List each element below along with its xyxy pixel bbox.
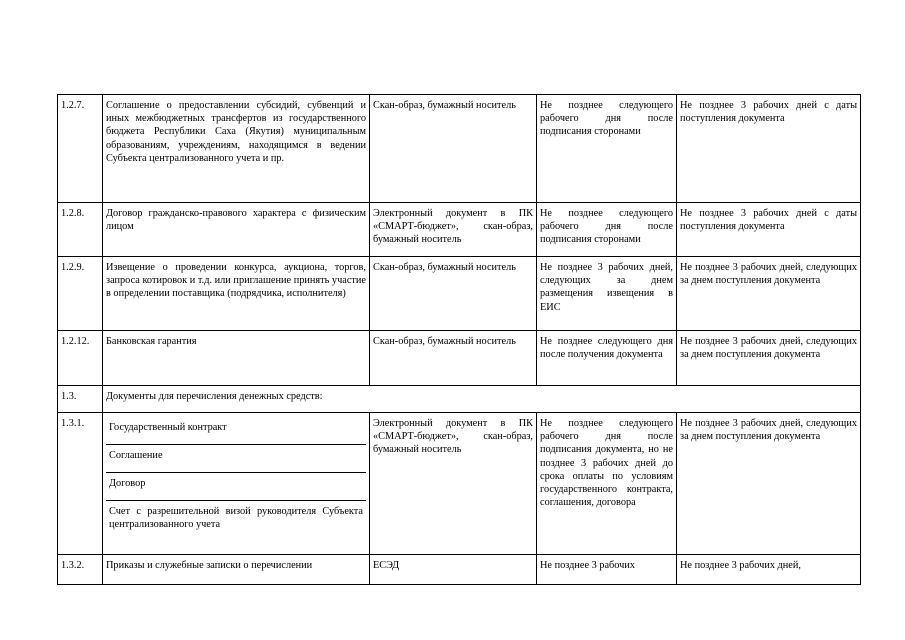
document-form: Электронный документ в ПК «СМАРТ-бюджет», скан-образ, бумажный носитель (370, 413, 537, 555)
submission-term: Не позднее следующего дня после получения документа (537, 331, 677, 386)
processing-term: Не позднее 3 рабочих дней, (677, 555, 861, 585)
row-number: 1.3.1. (58, 413, 103, 555)
row-number: 1.2.12. (58, 331, 103, 386)
row-number: 1.2.9. (58, 257, 103, 331)
row-number: 1.2.8. (58, 203, 103, 257)
document-form: Электронный документ в ПК «СМАРТ-бюджет», скан-образ, бумажный носитель (370, 203, 537, 257)
submission-term: Не позднее следующего рабочего дня после подписания сторонами (537, 95, 677, 203)
list-item: Договор (106, 473, 366, 501)
section-row (58, 386, 861, 413)
document-name: Договор гражданско-правового характера с физическим лицом (103, 203, 370, 257)
processing-term: Не позднее 3 рабочих дней с даты поступления документа (677, 95, 861, 203)
row-number: 1.3.2. (58, 555, 103, 585)
document-name: Соглашение о предоставлении субсидий, субвенций и иных межбюджетных трансфертов из государственного бюджета Республики Саха (Якутия) муниципальным образованиям, учреждениям, находящимся в ведении Субъекта централизованного учета и пр. (103, 95, 370, 203)
table-row (58, 95, 861, 203)
list-item: Счет с разрешительной визой руководителя Субъекта централизованного учета (109, 506, 363, 531)
submission-term: Не позднее следующего рабочего дня после подписания документа, но не позднее 3 рабочих дней до срока оплаты по условиям государственного контракта, соглашения, договора (537, 413, 677, 555)
row-number: 1.2.7. (58, 95, 103, 203)
document-form: Скан-образ, бумажный носитель (370, 331, 537, 386)
submission-term: Не позднее 3 рабочих дней, следующих за днем размещения извещения в ЕИС (537, 257, 677, 331)
documents-table (57, 94, 861, 585)
processing-term: Не позднее 3 рабочих дней с даты поступления документа (677, 203, 861, 257)
table-row (58, 203, 861, 257)
submission-term: Не позднее 3 рабочих (537, 555, 677, 585)
table-row (58, 413, 861, 555)
document-form: Скан-образ, бумажный носитель (370, 95, 537, 203)
document-form: Скан-образ, бумажный носитель (370, 257, 537, 331)
table-row (58, 257, 861, 331)
processing-term: Не позднее 3 рабочих дней, следующих за днем поступления документа (677, 257, 861, 331)
document-name: Извещение о проведении конкурса, аукциона, торгов, запроса котировок и т.д. или приглашение принять участие в определении поставщика (подрядчика, исполнителя) (103, 257, 370, 331)
processing-term: Не позднее 3 рабочих дней, следующих за днем поступления документа (677, 331, 861, 386)
document-name: Банковская гарантия (103, 331, 370, 386)
document-name: Приказы и служебные записки о перечислении (103, 555, 370, 585)
table-row (58, 555, 861, 585)
processing-term: Не позднее 3 рабочих дней, следующих за днем поступления документа (677, 413, 861, 555)
list-item: Соглашение (106, 445, 366, 473)
section-number: 1.3. (58, 386, 103, 413)
section-title: Документы для перечисления денежных средств: (103, 386, 861, 413)
table-row (58, 331, 861, 386)
document-form: ЕСЭД (370, 555, 537, 585)
document-name-list (103, 413, 370, 555)
submission-term: Не позднее следующего рабочего дня после подписания сторонами (537, 203, 677, 257)
list-item: Государственный контракт (106, 417, 366, 445)
